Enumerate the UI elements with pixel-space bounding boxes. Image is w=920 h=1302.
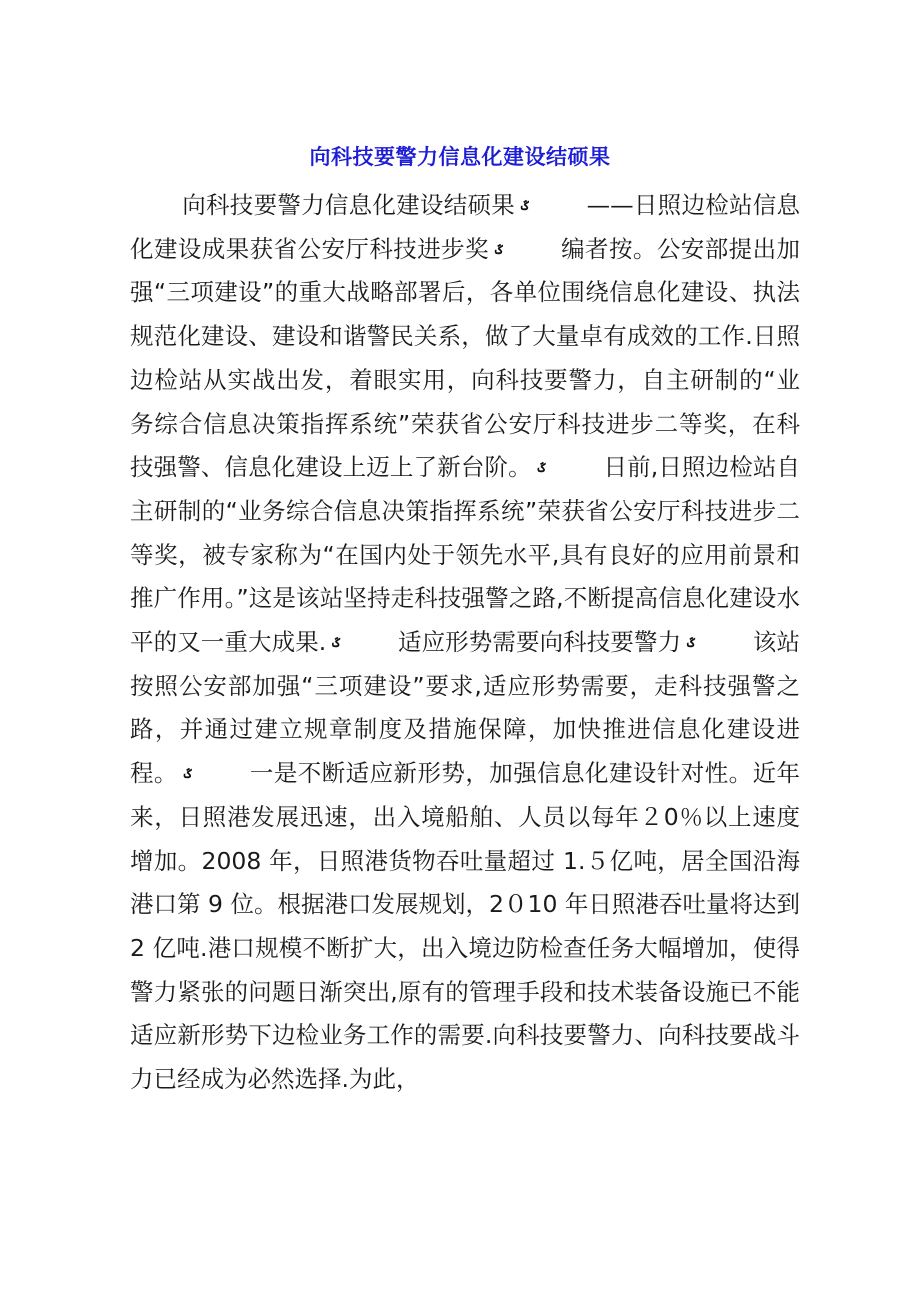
paragraph-subtitle: ——日照边检站信息化建设成果获省公安厅科技进步奖 [130,191,801,263]
section-marker-icon: ػ [495,242,503,258]
section-marker-icon: ػ [521,199,529,214]
section-marker-icon: ػ [183,767,192,783]
paragraph-editor-note: 编者按。公安部提出加强“三项建设”的重大战略部署后，各单位围绕信息化建设、执法规范化建设、建设和谐警民关系，做了大量卓有成效的工作.日照边检站从实战出发，着眼实用，向科技要警力，自主研制的“业务综合信息决策指挥系统”荣获省公安厅科技进步二等奖，在科技强警、信息化建设上迈上了新台阶。 [130,234,801,482]
document-title: 向科技要警力信息化建设结硕果 [309,145,611,169]
section-marker-icon: ػ [537,461,546,477]
document-body [130,184,800,1102]
section-marker-icon: ػ [687,636,695,652]
section-heading: 适应形势需要向科技要警力 [397,628,682,657]
paragraph-news: 日前,日照边检站自主研制的“业务综合信息决策指挥系统”荣获省公安厅科技进步二等奖，被专家称为“在国内处于领先水平,具有良好的应用前景和推广作用。”这是该站坚持走科技强警之路,不断提高信息化建设水平的又一重大成果. [130,453,800,657]
paragraph-measures: 该站按照公安部加强“三项建设”要求,适应形势需要，走科技强警之路，并通过建立规章制度及措施保障，加快推进信息化建设进程。 [130,628,800,788]
paragraph-point-one: 一是不断适应新形势，加强信息化建设针对性。近年来，日照港发展迅速，出入境船舶、人员以每年２0％以上速度增加。2008 年，日照港货物吞吐量超过 1.５亿吨，居全国沿海港口第 9 位。根据港口发展规划，2０10 年日照港吞吐量将达到 2 亿吨.港口规模不断扩大，出入境边防检查任务大幅增加，使得警力紧张的问题日渐突出,原有的管理手段和技术装备设施已不能适应新形势下边检业务工作的需要.向科技要警力、向科技要战斗力已经成为必然选择.为此， [130,759,801,1094]
paragraph-heading: 向科技要警力信息化建设结硕果 [182,191,516,219]
section-marker-icon: ػ [332,636,340,652]
